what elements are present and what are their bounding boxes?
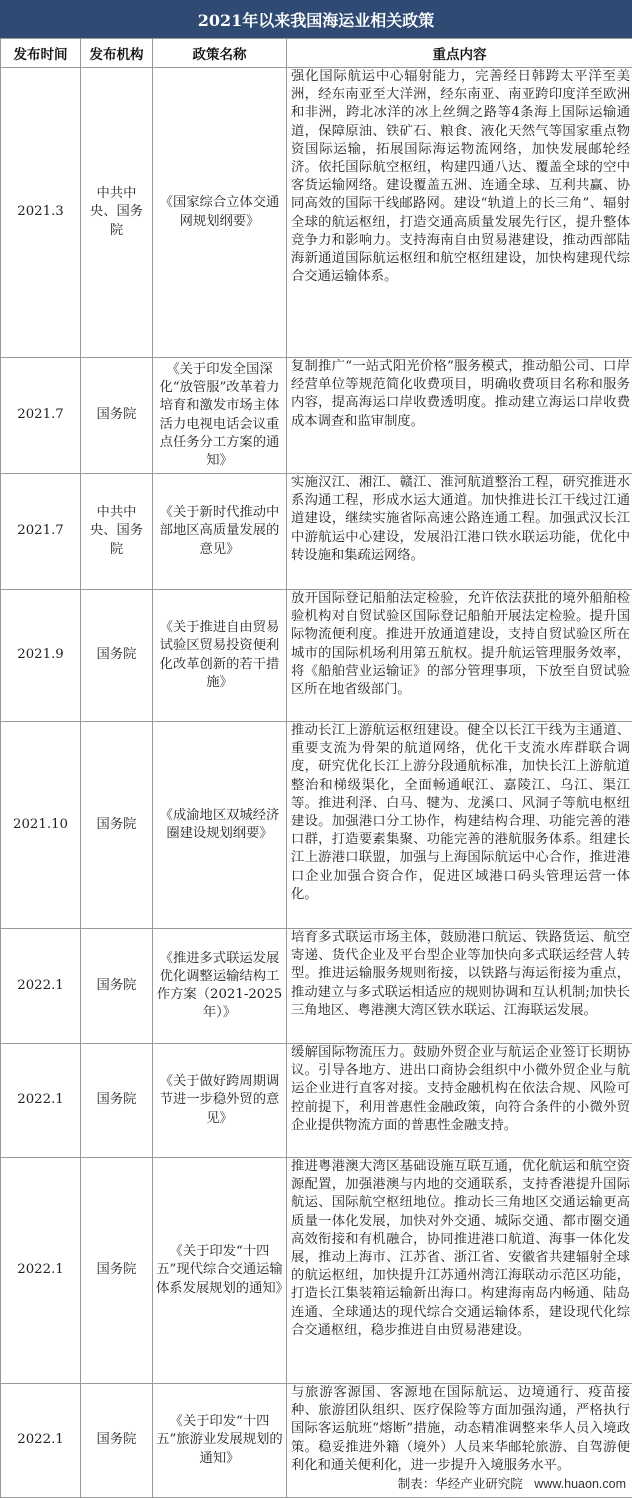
row-policy-name: 《国家综合立体交通网规划纲要》 <box>153 68 287 358</box>
row-policy-name: 《关于印发“十四五”旅游业发展规划的通知》 <box>153 1384 287 1498</box>
row-content: 强化国际航运中心辐射能力，完善经日韩跨太平洋至美洲，经东南亚至大洋洲，经东南亚、南亚跨印度洋至欧洲和非洲，跨北冰洋的冰上丝绸之路等4条海上国际运输通道，保障原油、铁矿石、粮食、液化天然气等国家重点物资国际运输，拓展国际海运物流网络，加快发展邮轮经济。依托国际航空枢纽，构建四通八达、覆盖全球的空中客货运输网络。建设覆盖五洲、连通全球、互利共赢、协同高效的国际干线邮路网。建设“轨道上的长三角”、辐射全球的航运枢纽，打造交通高质量发展先行区，提升整体竞争力和影响力。支持海南自由贸易港建设，推动西部陆海新通道国际航运枢纽和航空枢纽建设，加快构建现代综合交通运输体系。 <box>287 68 632 358</box>
row-org: 国务院 <box>81 929 153 1044</box>
table-row <box>1 1158 632 1384</box>
row-policy-name: 《关于印发全国深化“放管服”改革着力培育和激发市场主体活力电视电话会议重点任务分工方案的通知》 <box>153 358 287 474</box>
row-date: 2021.10 <box>1 722 81 929</box>
policy-table <box>0 38 632 1498</box>
row-org: 国务院 <box>81 590 153 722</box>
row-content: 放开国际登记船舶法定检验，允许依法获批的境外船舶检验机构对自贸试验区国际登记船舶开展法定检验。提升国际物流便利度。推进开放通道建设，支持自贸试验区所在城市的国际机场利用第五航权。提升航运管理服务效率，将《船舶营业运输证》的部分管理事项，下放至自贸试验区所在地省级部门。 <box>287 590 632 722</box>
row-org: 中共中央、国务院 <box>81 474 153 590</box>
row-date: 2021.7 <box>1 474 81 590</box>
row-date: 2021.7 <box>1 358 81 474</box>
source-website[interactable]: www.huaon.com <box>534 1477 626 1491</box>
table-row <box>1 929 632 1044</box>
row-content: 培育多式联运市场主体，鼓励港口航运、铁路货运、航空寄递、货代企业及平台型企业等加快向多式联运经营人转型。推进运输服务规则衔接，以铁路与海运衔接为重点，推动建立与多式联运相适应的规则协调和互认机制;加快长三角地区、粤港澳大湾区铁水联运、江海联运发展。 <box>287 929 632 1044</box>
table-footer <box>0 1472 632 1496</box>
row-policy-name: 《关于推进自由贸易试验区贸易投资便利化改革创新的若干措施》 <box>153 590 287 722</box>
row-policy-name: 《推进多式联运发展优化调整运输结构工作方案（2021-2025年）》 <box>153 929 287 1044</box>
row-date: 2022.1 <box>1 1044 81 1158</box>
row-content: 实施汉江、湘江、赣江、淮河航道整治工程，研究推进水系沟通工程，形成水运大通道。加快推进长江干线过江通道建设，继续实施省际高速公路连通工程。加强武汉长江中游航运中心建设，发展沿江港口铁水联运功能，优化中转设施和集疏运网络。 <box>287 474 632 590</box>
row-content: 推动长江上游航运枢纽建设。健全以长江干线为主通道、重要支流为骨架的航道网络，优化干支流水库群联合调度，研究优化长江上游分段通航标准，加快长江上游航道整治和梯级渠化，全面畅通岷江、嘉陵江、乌江、渠江等。推进利泽、白马、犍为、龙溪口、风洞子等航电枢纽建设。加强港口分工协作，构建结构合理、功能完善的港口群，打造要素集聚、功能完善的港航服务体系。组建长江上游港口联盟，加强与上海国际航运中心合作，推进港口企业加强合资合作，促进区域港口码头管理运营一体化。 <box>287 722 632 929</box>
table-row <box>1 1044 632 1158</box>
row-content: 缓解国际物流压力。鼓励外贸企业与航运企业签订长期协议。引导各地方、进出口商协会组织中小微外贸企业与航运企业进行直客对接。支持金融机构在依法合规、风险可控前提下，利用普惠性金融政策，向符合条件的小微外贸企业提供物流方面的普惠性金融支持。 <box>287 1044 632 1158</box>
table-row <box>1 68 632 358</box>
row-content: 复制推广“一站式阳光价格”服务模式，推动船公司、口岸经营单位等规范简化收费项目，明确收费项目名称和服务内容，提高海运口岸收费透明度。推动建立海运口岸收费成本调查和监审制度。 <box>287 358 632 474</box>
header-org: 发布机构 <box>81 39 153 68</box>
row-org: 国务院 <box>81 1158 153 1384</box>
row-policy-name: 《关于新时代推动中部地区高质量发展的意见》 <box>153 474 287 590</box>
header-policy-name: 政策名称 <box>153 39 287 68</box>
row-policy-name: 《成渝地区双城经济圈建设规划纲要》 <box>153 722 287 929</box>
row-org: 国务院 <box>81 1044 153 1158</box>
header-content: 重点内容 <box>287 39 632 68</box>
row-org: 中共中央、国务院 <box>81 68 153 358</box>
table-row <box>1 590 632 722</box>
table-row <box>1 358 632 474</box>
source-credit: 制表：华经产业研究院 <box>398 1477 523 1491</box>
row-date: 2021.3 <box>1 68 81 358</box>
row-date: 2022.1 <box>1 1158 81 1384</box>
row-date: 2022.1 <box>1 1384 81 1498</box>
table-row <box>1 474 632 590</box>
row-content: 与旅游客源国、客源地在国际航运、边境通行、疫苗接种、旅游团队组织、医疗保险等方面加强沟通，严格执行国际客运航班“熔断”措施，动态精准调整来华人员入境政策。稳妥推进外籍（境外）人员来华邮轮旅游、自驾游便利化和通关便利化，进一步提升入境服务水平。 <box>287 1384 632 1498</box>
row-org: 国务院 <box>81 1384 153 1498</box>
row-date: 2022.1 <box>1 929 81 1044</box>
table-row <box>1 722 632 929</box>
row-org: 国务院 <box>81 722 153 929</box>
row-policy-name: 《关于做好跨周期调节进一步稳外贸的意见》 <box>153 1044 287 1158</box>
header-row <box>1 39 632 68</box>
row-date: 2021.9 <box>1 590 81 722</box>
header-date: 发布时间 <box>1 39 81 68</box>
row-org: 国务院 <box>81 358 153 474</box>
row-content: 推进粤港澳大湾区基础设施互联互通，优化航运和航空资源配置，加强港澳与内地的交通联系，支持香港提升国际航运、国际航空枢纽地位。推动长三角地区交通运输更高质量一体化发展，加快对外交通、城际交通、都市圈交通高效衔接和有机融合，协同推进港口航道、海事一体化发展，推动上海市、江苏省、浙江省、安徽省共建辐射全球的航运枢纽，加快提升江苏通州湾江海联动示范区功能，打造长江集装箱运输新出海口。构建海南岛内畅通、陆岛连通、全球通达的现代综合交通运输体系，建设现代化综合交通枢纽，稳步推进自由贸易港建设。 <box>287 1158 632 1384</box>
table-title: 2021年以来我国海运业相关政策 <box>0 0 632 38</box>
row-policy-name: 《关于印发“十四五”现代综合交通运输体系发展规划的通知》 <box>153 1158 287 1384</box>
